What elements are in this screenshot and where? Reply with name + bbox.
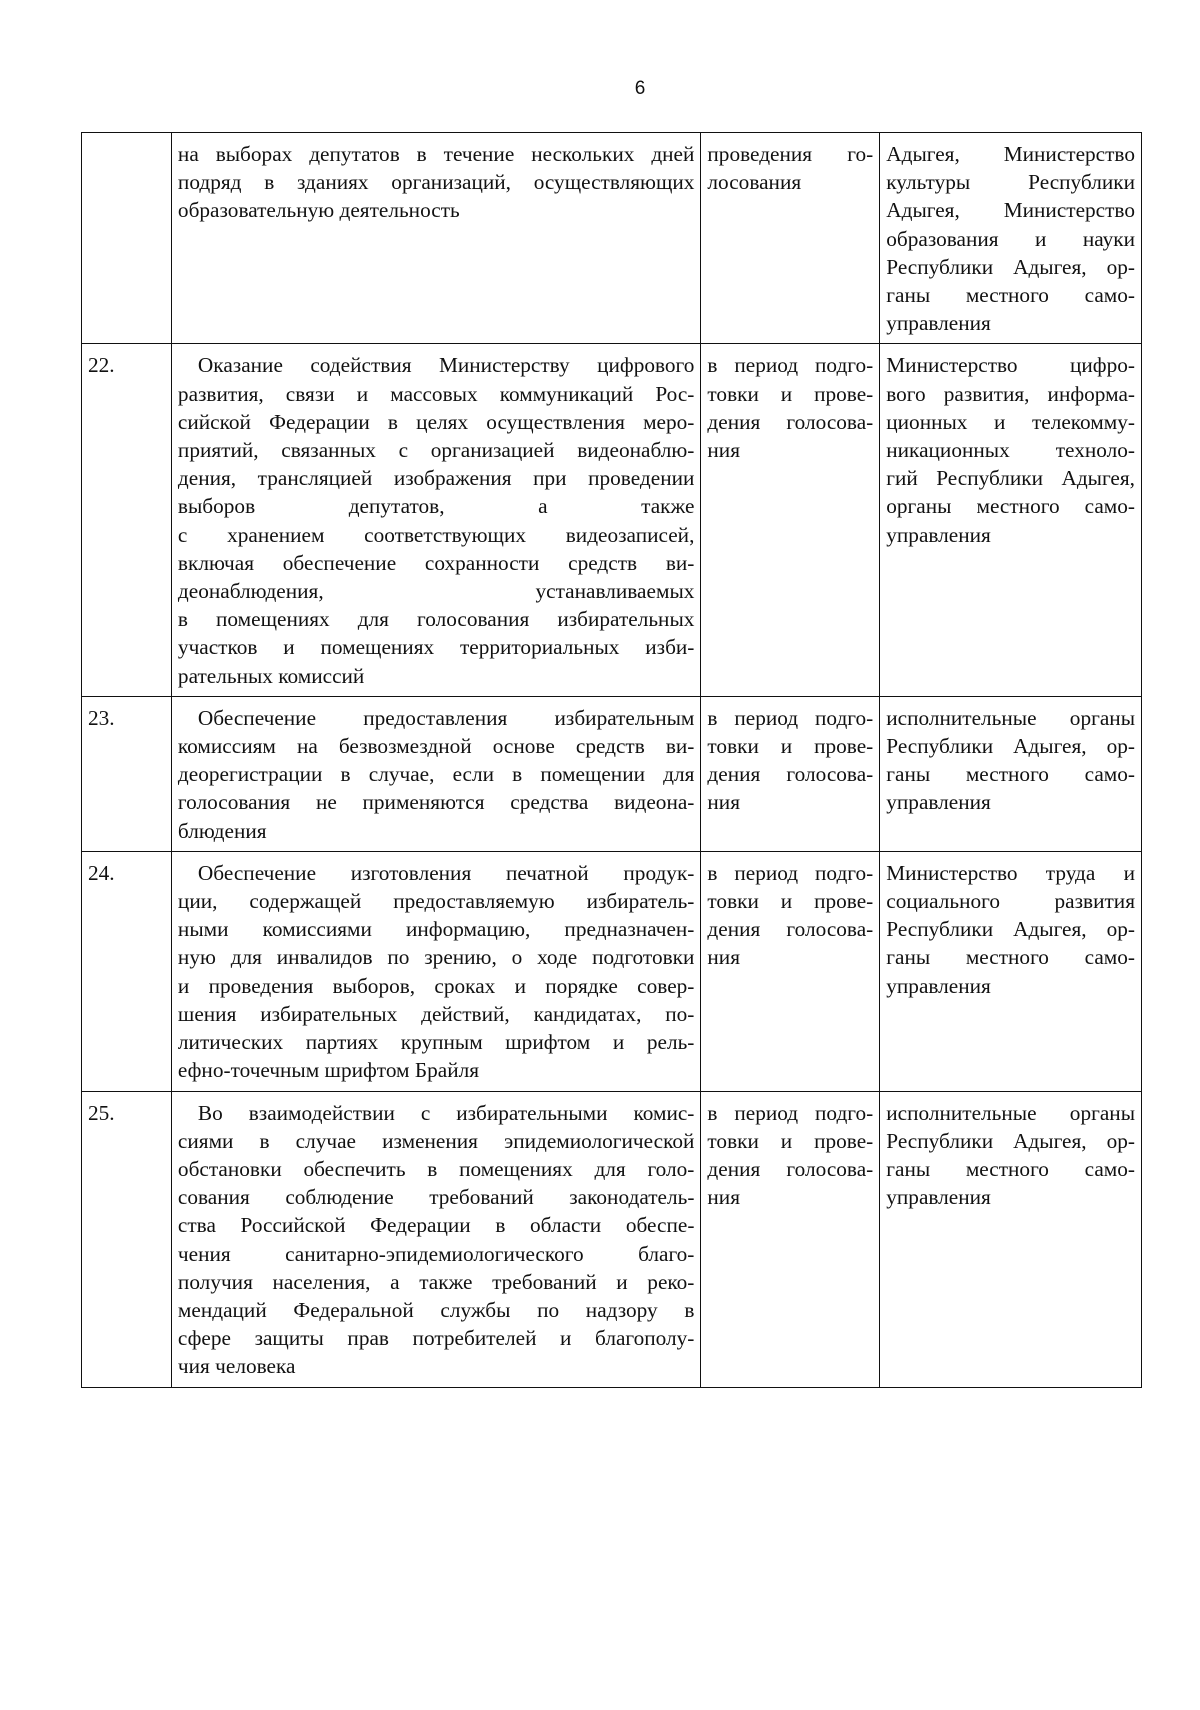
deadline-line: в период подго- <box>707 705 874 730</box>
responsible-line: управления <box>886 522 991 547</box>
deadline-line: дения голосова- <box>707 762 874 787</box>
measure-line: сфере защиты прав потребителей и благополу- <box>177 1326 695 1351</box>
deadline-line: в период подго- <box>707 860 874 885</box>
deadline-line: лосования <box>707 170 802 195</box>
responsible-line: управления <box>886 311 991 336</box>
responsible-line: ганы местного само- <box>886 283 1135 308</box>
measure-line: литических партиях крупным шрифтом и рель- <box>177 1030 695 1055</box>
measure-line: деонаблюдения, устанавливаемых <box>177 579 695 604</box>
deadline-line: ния <box>707 945 740 970</box>
measure-line: рательных комиссий <box>177 663 365 688</box>
measure-line: с хранением соответствующих видеозаписей, <box>177 522 695 547</box>
measure-cell <box>171 344 700 696</box>
measure-line: на выборах депутатов в течение нескольких дней <box>177 142 695 166</box>
table-body <box>82 133 1142 1388</box>
measure-line: голосования не применяются средства видеона- <box>177 790 695 815</box>
measure-line: Обеспечение предоставления избирательным <box>197 705 695 730</box>
responsible-line: гий Республики Адыгея, <box>886 466 1135 491</box>
measure-line: сийской Федерации в целях осуществления меро- <box>177 409 695 434</box>
deadline-cell <box>701 851 880 1091</box>
measure-line: получия населения, а также требований и реко- <box>177 1269 695 1294</box>
measure-line: выборов депутатов, а также <box>177 494 695 519</box>
responsible-line: Республики Адыгея, ор- <box>886 254 1135 279</box>
measure-line: ции, содержащей предоставляемую избиратель- <box>177 889 695 914</box>
responsible-line: исполнительные органы <box>886 705 1135 730</box>
deadline-line: товки и прове- <box>707 1128 874 1153</box>
measure-cell <box>171 851 700 1091</box>
responsible-line: Адыгея, Министерство <box>886 142 1135 166</box>
measure-line: в помещениях для голосования избирательных <box>177 607 695 632</box>
measures-table <box>81 132 1142 1388</box>
measure-line: обстановки обеспечить в помещениях для голо- <box>177 1156 695 1181</box>
deadline-line: товки и прове- <box>707 381 874 406</box>
deadline-line: в период подго- <box>707 353 874 378</box>
measure-line: включая обеспечение сохранности средств ви- <box>177 550 695 575</box>
responsible-cell <box>880 851 1142 1091</box>
deadline-cell <box>701 696 880 851</box>
responsible-cell <box>880 696 1142 851</box>
responsible-line: ганы местного само- <box>886 945 1135 970</box>
deadline-line: ния <box>707 790 740 815</box>
measure-line: и проведения выборов, сроках и порядке совер- <box>177 973 695 998</box>
responsible-line: управления <box>886 973 991 998</box>
page-number: 6 <box>634 78 646 99</box>
measure-line: подряд в зданиях организаций, осуществляющих <box>177 170 695 195</box>
responsible-line: ционных и телекомму- <box>886 409 1135 434</box>
responsible-line: органы местного само- <box>886 494 1135 519</box>
measure-line: Во взаимодействии с избирательными комис- <box>197 1100 695 1125</box>
row-number-cell <box>82 851 172 1091</box>
measure-line: развития, связи и массовых коммуникаций Рос- <box>177 381 695 406</box>
deadline-line: дения голосова- <box>707 1156 874 1181</box>
deadline-line: дения голосова- <box>707 917 874 942</box>
row-number-cell <box>82 344 172 696</box>
responsible-cell <box>880 133 1142 344</box>
responsible-line: Адыгея, Министерство <box>886 198 1135 223</box>
row-number-cell <box>82 133 172 344</box>
responsible-line: Республики Адыгея, ор- <box>886 734 1135 759</box>
table-row <box>82 696 1142 851</box>
responsible-line: Министерство труда и <box>886 860 1135 885</box>
responsible-line: социального развития <box>886 889 1135 914</box>
measure-line: ную для инвалидов по зрению, о ходе подготовки <box>177 945 695 970</box>
responsible-line: никационных техноло- <box>886 438 1135 463</box>
responsible-cell <box>880 1091 1142 1387</box>
row-number: 23. <box>88 705 115 730</box>
measure-line: ными комиссиями информацию, предназначен- <box>177 917 695 942</box>
deadline-line: дения голосова- <box>707 409 874 434</box>
row-number: 24. <box>88 860 115 885</box>
measure-line: сования соблюдение требований законодатель- <box>177 1185 695 1210</box>
deadline-line: ния <box>707 1185 740 1210</box>
measure-line: ефно-точечным шрифтом Брайля <box>177 1058 480 1083</box>
deadline-line: в период подго- <box>707 1100 874 1125</box>
responsible-line: исполнительные органы <box>886 1100 1135 1125</box>
responsible-cell <box>880 344 1142 696</box>
responsible-line: ганы местного само- <box>886 1156 1135 1181</box>
deadline-cell <box>701 1091 880 1387</box>
measure-line: шения избирательных действий, кандидатах, по- <box>177 1001 695 1026</box>
responsible-line: Министерство цифро- <box>886 353 1135 378</box>
measure-cell <box>171 133 700 344</box>
measure-line: чия человека <box>177 1354 296 1379</box>
measure-line: образовательную деятельность <box>177 198 460 223</box>
deadline-line: товки и прове- <box>707 734 874 759</box>
measure-line: блюдения <box>177 818 267 843</box>
table-row <box>82 1091 1142 1387</box>
responsible-line: культуры Республики <box>886 170 1135 195</box>
table-row <box>82 851 1142 1091</box>
row-number: 22. <box>88 353 115 378</box>
measure-line: сиями в случае изменения эпидемиологической <box>177 1128 695 1153</box>
responsible-line: Республики Адыгея, ор- <box>886 917 1135 942</box>
table-row <box>82 133 1142 344</box>
measure-cell <box>171 1091 700 1387</box>
responsible-line: образования и науки <box>886 226 1135 251</box>
row-number: 25. <box>88 1100 115 1125</box>
deadline-line: ния <box>707 438 740 463</box>
responsible-line: управления <box>886 790 991 815</box>
deadline-cell <box>701 344 880 696</box>
deadline-line: товки и прове- <box>707 889 874 914</box>
measure-line: ства Российской Федерации в области обеспе- <box>177 1213 695 1238</box>
table-row <box>82 344 1142 696</box>
measure-line: чения санитарно-эпидемиологического благо- <box>177 1241 695 1266</box>
measure-line: участков и помещениях территориальных изби- <box>177 635 695 660</box>
row-number-cell <box>82 696 172 851</box>
measure-line: деорегистрации в случае, если в помещении для <box>177 762 695 787</box>
row-number-cell <box>82 1091 172 1387</box>
responsible-line: вого развития, информа- <box>886 381 1135 406</box>
deadline-cell <box>701 133 880 344</box>
measure-line: мендаций Федеральной службы по надзору в <box>177 1297 695 1322</box>
measure-line: Оказание содействия Министерству цифрового <box>197 353 695 378</box>
responsible-line: Республики Адыгея, ор- <box>886 1128 1135 1153</box>
responsible-line: ганы местного само- <box>886 762 1135 787</box>
deadline-line: проведения го- <box>707 142 874 166</box>
measure-cell <box>171 696 700 851</box>
responsible-line: управления <box>886 1185 991 1210</box>
measure-line: дения, трансляцией изображения при проведении <box>177 466 695 491</box>
measure-line: приятий, связанных с организацией видеонаблю- <box>177 438 695 463</box>
measure-line: комиссиям на безвозмездной основе средств ви- <box>177 734 695 759</box>
measure-line: Обеспечение изготовления печатной продук- <box>197 860 695 885</box>
